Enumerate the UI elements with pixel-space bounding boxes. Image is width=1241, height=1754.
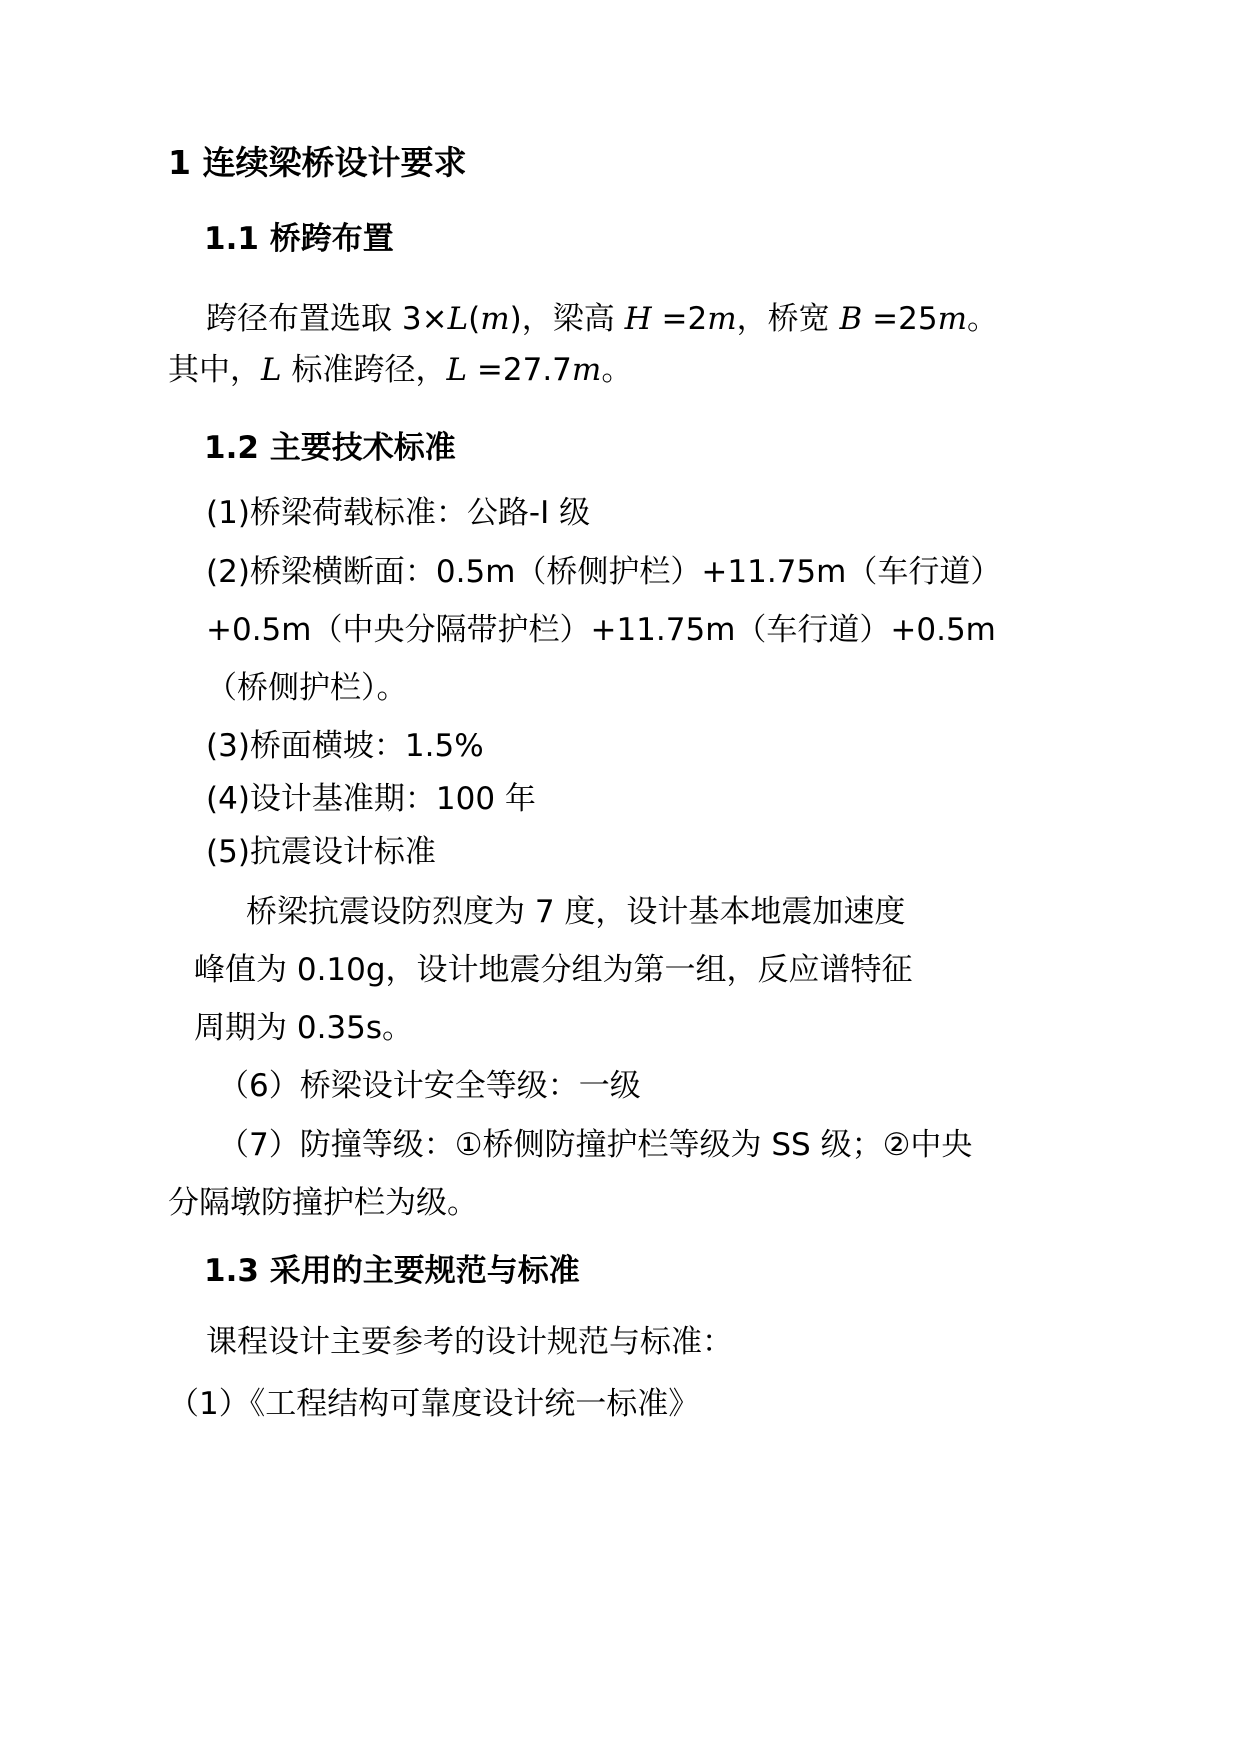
math-var-B: B [839,301,863,337]
text-run: 跨径布置选取 3× [206,301,448,337]
math-unit-m: m [937,301,967,337]
standard-6: （6）桥梁设计安全等级：一级 [218,1068,641,1104]
heading-1: 1 连续梁桥设计要求 [168,143,467,182]
math-unit-m: m [571,352,602,388]
standard-5-para-2: 峰值为 0.10g，设计地震分组为第一组，反应谱特征 [194,952,913,988]
standard-3: (3)桥面横坡：1.5% [206,728,484,764]
codes-item-1: （1）《工程结构可靠度设计统一标准》 [168,1386,700,1422]
heading-1-3: 1.3 采用的主要规范与标准 [204,1253,580,1289]
heading-1-1: 1.1 桥跨布置 [204,221,394,257]
heading-1-2: 1.2 主要技术标准 [204,430,456,466]
standard-2-line-1: (2)桥梁横断面：0.5m（桥侧护栏）+11.75m（车行道） [206,554,1002,590]
standard-7-line-2: 分隔墩防撞护栏为级。 [168,1185,478,1221]
standard-5: (5)抗震设计标准 [206,834,436,870]
standard-5-para-1: 桥梁抗震设防烈度为 7 度，设计基本地震加速度 [246,894,906,930]
math-var-H: H [624,301,652,337]
text-run: 。 [601,352,633,388]
text-run: 其中， [168,352,261,388]
text-run: =27.7 [467,352,572,388]
math-unit-m: m [480,301,510,337]
span-layout-line-2 [168,350,632,390]
standard-2-line-2: +0.5m（中央分隔带护栏）+11.75m（车行道）+0.5m [206,612,996,648]
text-run: ，桥宽 [736,301,840,337]
text-run: 标准跨径， [281,352,447,388]
text-run: 。 [966,301,998,337]
codes-intro: 课程设计主要参考的设计规范与标准： [206,1324,733,1360]
text-run: =2 [651,301,708,337]
text-run: ( [468,301,481,337]
text-run: )，梁高 [509,301,625,337]
standard-1: (1)桥梁荷载标准：公路-I 级 [206,495,591,531]
math-unit-m: m [707,301,737,337]
text-run: =25 [862,301,938,337]
span-layout-line-1 [206,299,998,339]
standard-2-line-3: （桥侧护栏）。 [206,670,408,706]
math-var-L: L [446,352,468,388]
math-var-L: L [261,352,282,388]
standard-7-line-1: （7）防撞等级：①桥侧防撞护栏等级为 SS 级；②中央 [218,1127,973,1163]
standard-5-para-3: 周期为 0.35s。 [194,1010,414,1046]
standard-4: (4)设计基准期：100 年 [206,781,536,817]
math-var-L: L [447,301,469,337]
